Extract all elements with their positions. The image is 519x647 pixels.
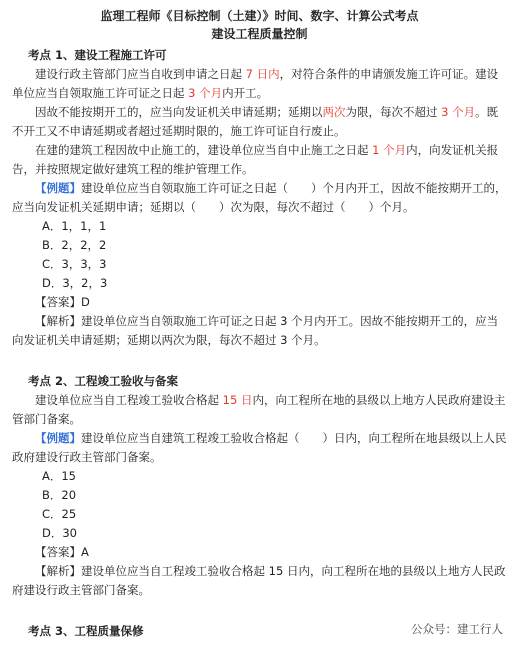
section-1-answer: 【答案】D <box>35 295 90 309</box>
section-2-answer: 【答案】A <box>35 545 89 559</box>
section-2-heading: 考点 2、工程竣工验收与备案 <box>28 374 179 388</box>
spacer <box>0 350 519 369</box>
section-1-option-c: C．3，3，3 <box>42 257 107 271</box>
section-3-heading: 考点 3、工程质量保修 <box>28 624 144 638</box>
section-2-analysis: 【解析】建设单位应当自工程竣工验收合格起 15 日内，向工程所在地的县级以上地方人民政府建设行政主管部门备案。 <box>12 564 506 597</box>
section-1-option-a: A．1，1，1 <box>42 219 107 233</box>
section-1-heading: 考点 1、建设工程施工许可 <box>28 48 167 62</box>
spacer <box>0 600 519 619</box>
wechat-account-watermark: 公众号：建工行人 <box>407 619 507 639</box>
section-2-option-c: C．25 <box>42 507 77 521</box>
section-2-example: 【例题】建设单位应当自建筑工程竣工验收合格起（ ）日内，向工程所在地县级以上人民政府建设行政主管部门备案。 <box>12 431 507 464</box>
section-2-option-d: D．30 <box>42 526 77 540</box>
section-1-paragraph-2: 因故不能按期开工的，应当向发证机关申请延期；延期以两次为限，每次不超过 3 个月。既不开工又不申请延期或者超过延期时限的，施工许可证自行废止。 <box>12 105 499 138</box>
section-1-option-b: B．2，2，2 <box>42 238 107 252</box>
section-1-analysis: 【解析】建设单位应当自领取施工许可证之日起 3 个月内开工。因故不能按期开工的，应当向发证机关申请延期；延期以两次为限，每次不超过 3 个月。 <box>12 314 499 347</box>
section-1-option-d: D．3，2，3 <box>42 276 108 290</box>
section-2-option-a: A．15 <box>42 469 77 483</box>
section-2-paragraph-1: 建设单位应当自工程竣工验收合格起 15 日内，向工程所在地的县级以上地方人民政府建设主管部门备案。 <box>12 393 506 426</box>
document-subtitle: 建设工程质量控制 <box>211 27 308 41</box>
section-2-option-b: B．20 <box>42 488 77 502</box>
section-1-paragraph-1: 建设行政主管部门应当自收到申请之日起 7 日内，对符合条件的申请颁发施工许可证。建设单位应当自领取施工许可证之日起 3 个月内开工。 <box>12 67 499 100</box>
section-1-paragraph-3: 在建的建筑工程因故中止施工的，建设单位应当自中止施工之日起 1 个月内，向发证机关报告，并按照规定做好建筑工程的维护管理工作。 <box>12 143 499 176</box>
section-1-example: 【例题】建设单位应当自领取施工许可证之日起（ ）个月内开工，因故不能按期开工的，应当向发证机关延期申请；延期以（ ）次为限，每次不超过（ ）个月。 <box>12 181 507 214</box>
document-title: 监理工程师《目标控制（土建）》时间、数字、计算公式考点 <box>100 9 419 23</box>
